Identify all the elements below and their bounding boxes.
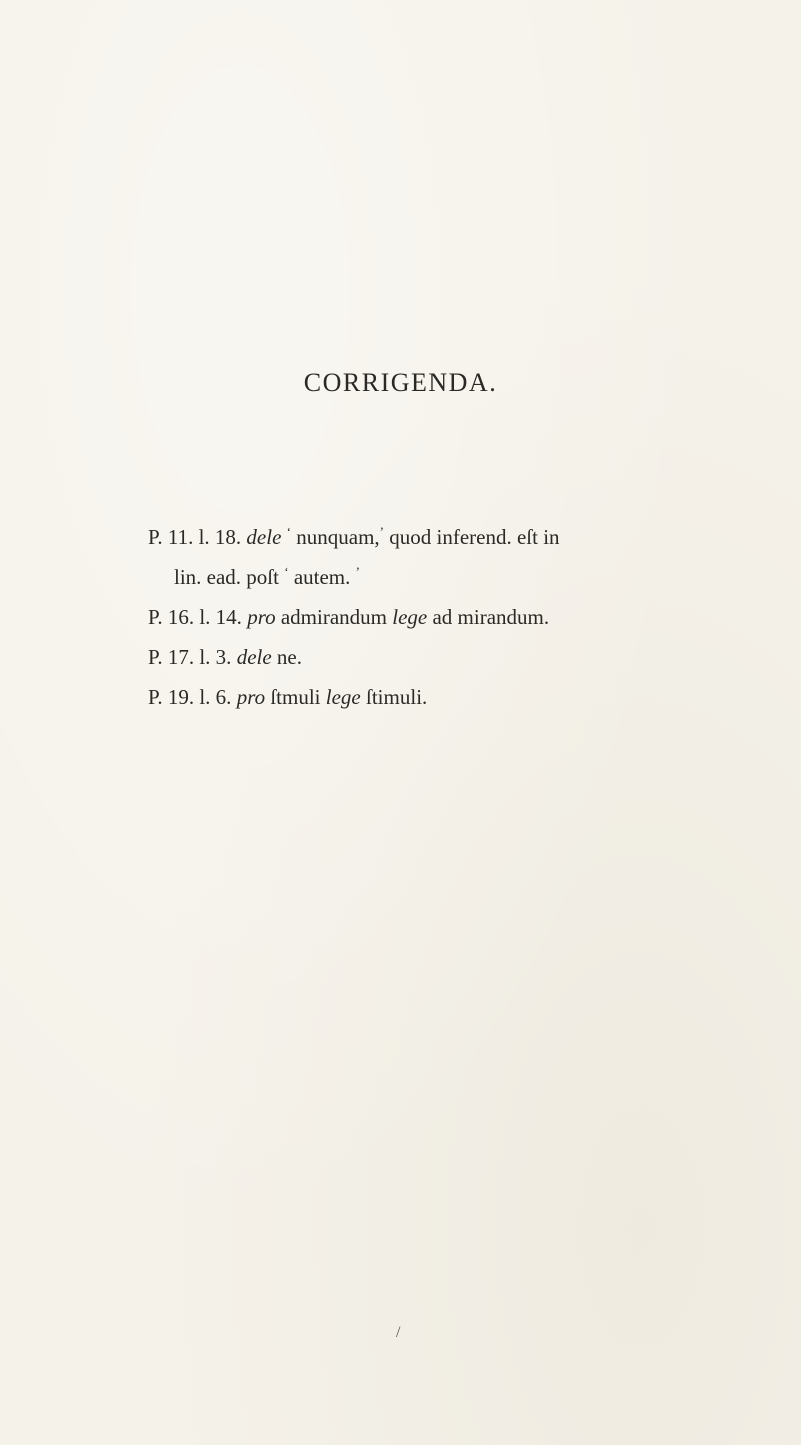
quote-mark: ‘ [284,564,289,579]
entry-text: autem. [288,565,351,589]
entry-text: ne. [271,645,302,669]
corrigenda-entry [148,677,768,717]
entry-command: lege [392,605,428,629]
corrigenda-list [148,517,768,717]
entry-command: pro [236,685,266,709]
entry-continuation [148,557,768,597]
entry-reference: P. 17. l. 3. [148,645,232,669]
quote-mark: ’ [355,564,360,579]
entry-text: lin. ead. poſt [174,565,279,589]
entry-reference: P. 11. l. 18. [148,525,242,549]
entry-command: pro [247,605,276,629]
page-title: CORRIGENDA. [303,368,498,397]
entry-command: lege [325,685,361,709]
entry-reference: P. 16. l. 14. [148,605,242,629]
stray-mark: / [396,1324,401,1341]
entry-text: ſtimuli. [360,685,428,709]
entry-command: dele [246,525,282,549]
entry-text: quod inferend. eſt in [384,525,560,549]
entry-text: nunquam, [291,525,380,549]
quote-mark: ‘ [286,524,291,539]
entry-text: ſtmuli [265,685,326,709]
corrigenda-entry [148,597,768,637]
entry-text: admirandum [275,605,393,629]
entry-command: dele [236,645,272,669]
corrigenda-entry [148,517,768,597]
corrigenda-entry [148,637,768,677]
quote-mark: ’ [379,524,384,539]
entry-reference: P. 19. l. 6. [148,685,232,709]
entry-text: ad mirandum. [427,605,550,629]
